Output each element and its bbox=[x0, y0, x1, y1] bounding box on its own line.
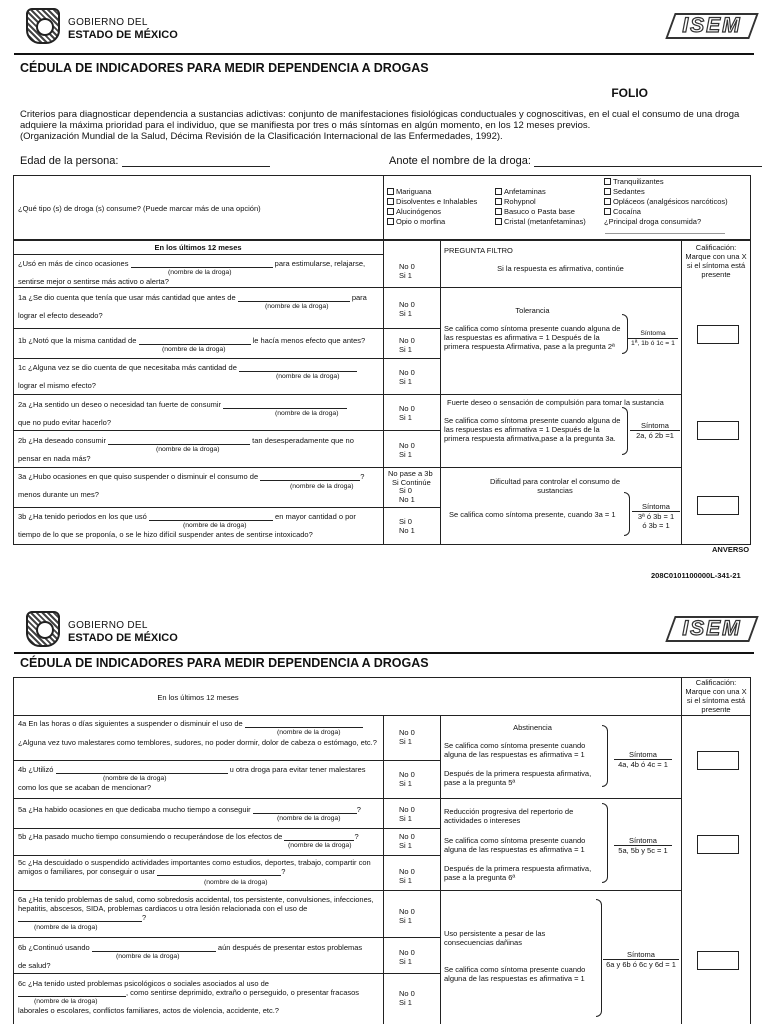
header-rule bbox=[14, 652, 754, 654]
tolerance-title: Tolerancia bbox=[515, 306, 550, 315]
craving-title: Fuerte deseo o sensación de compulsión para tomar la sustancia bbox=[447, 398, 664, 407]
reduction-formula: Síntoma 5a, 5b y 5c = 1 bbox=[614, 836, 672, 855]
age-input-line[interactable] bbox=[122, 156, 270, 167]
persistent-text: Se califica como síntoma presente cuando alguna de las respuestas es afirmativa = 1 bbox=[444, 965, 586, 983]
brace bbox=[624, 492, 630, 536]
page-title: CÉDULA DE INDICADORES PARA MEDIR DEPENDENCIA A DROGAS bbox=[20, 656, 429, 670]
q4b-text: 4b ¿Utilizó u otra droga para evitar tener malestares bbox=[18, 765, 366, 774]
drug-option[interactable]: Rohypnol bbox=[495, 197, 586, 207]
q3a-text: 3a ¿Hubo ocasiones en que quiso suspender o disminuir el consumo de ? bbox=[18, 472, 365, 481]
q2b-text: 2b ¿Ha deseado consumir tan desesperadamente que no bbox=[18, 436, 354, 445]
drug-options-col1 bbox=[387, 187, 477, 227]
craving-text: Se califica como síntoma presente cuando alguna de las respuestas es afirmativa = 1 Después de la primera respuesta afirmativa,pase a la pregunta 3a. bbox=[444, 416, 621, 443]
main-drug-input-line[interactable] bbox=[605, 233, 725, 234]
score-box-control[interactable] bbox=[697, 496, 739, 515]
score-box-reduction[interactable] bbox=[697, 835, 739, 854]
form-code: 208C0101100000L-341-21 bbox=[651, 571, 741, 580]
filter-question-label: PREGUNTA FILTRO bbox=[444, 246, 513, 255]
abstinence-text1: Se califica como síntoma presente cuando alguna de las respuestas es afirmativa = 1 bbox=[444, 741, 586, 759]
answer-options[interactable]: No 0 Si 1 bbox=[399, 770, 415, 788]
persistent-title: Uso persistente a pesar de las consecuencias dañinas bbox=[444, 929, 546, 947]
q6b-text: 6b ¿Continuó usando aún después de presentar estos problemas bbox=[18, 943, 363, 952]
drug-name-input-line[interactable] bbox=[534, 156, 762, 167]
drug-option[interactable]: Cocaína bbox=[604, 207, 728, 217]
anverso-label: ANVERSO bbox=[712, 545, 750, 554]
brace bbox=[602, 803, 608, 883]
gov-line1: GOBIERNO DEL bbox=[68, 17, 148, 28]
q1a-text: 1a ¿Se dio cuenta que tenía que usar más cantidad que antes de para bbox=[18, 293, 367, 302]
gov-line2: ESTADO DE MÉXICO bbox=[68, 29, 178, 41]
q4a-text: 4a En las horas o días siguientes a suspender o disminuir el uso de bbox=[18, 719, 363, 728]
answer-options[interactable]: Si 0 No 1 bbox=[399, 517, 415, 535]
checkbox[interactable] bbox=[604, 178, 611, 185]
answer-options[interactable]: No 0 Si 1 bbox=[399, 867, 415, 885]
answer-options[interactable]: No 0 Si 1 bbox=[399, 404, 415, 422]
q6a-text: 6a ¿Ha tenido problemas de salud, como sobredosis accidental, tos persistente, convulsiones, infecciones, hepatitis, abscesos, SIDA, problemas cardiacos u otra lesión relacionada con el uso de ? bbox=[18, 895, 374, 922]
page-anverso: GOBIERNO DEL ESTADO DE MÉXICO ISEM CÉDULA DE INDICADORES PARA MEDIR DEPENDENCIA A DROGAS FOLIO Criterios para diagnosticar dependencia a sustancias adictivas: conjunto de manifestaciones fisiológicas conductuales y cognoscitivas, en el cual el consumo de una droga adquiere la máxima prioridad para el individuo, que se manifiesta por tres o más síntomas en algún momento, en los 12 meses previos. (Organización Mundial de la Salud, Décima Revisión de la Clasificación Internacional de las Enfermedades, 1992). Edad de la persona: Anote el nombre de la droga: ¿Qué tipo (s) de droga (s) consume? (Puede marcar más de una opción) Mariguana Disolventes e Inhalables Alucinógenos Opio o morfina Anfetaminas Rohypnol Basuco o Pasta base Cristal (metanfetaminas) Tranquilizantes Sedantes Opláceos (analgésicos narcóticos) Cocaína ¿Principal droga consumida? En los últimos 12 meses PREGUNTA FILTRO Si la respuesta es afirmativa, continúe Calificación: Marque con una X si el síntoma está presente ¿Usó en más de cinco ocasiones para estimularse, relajarse, (nombre de la droga) sentirse mejor o sentirse más activo o alerta? No 0 Si 1 1a ¿Se dio cuenta que tenía que usar más cantidad que antes de para (nombre de la droga) lograr el efecto deseado? No 0 Si 1 1b ¿Notó que la misma cantidad de le hacía menos efecto que antes? (nombre de la droga) No 0 Si 1 1c ¿Alguna vez se dio cuenta de que necesitaba más cantidad de (nombre de la droga) lograr el mismo efecto? No 0 Si 1 Tolerancia Se califica como síntoma presente cuando alguna de las respuestas es afirmativa = 1 Después de la primera respuesta Afirmativa, pase a la pregunta 2ª Síntoma 1ª, 1b ó 1c = 1 2a ¿Ha sentido un deseo o necesidad tan fuerte de consumir (nombre de la droga) que no pudo evitar hacerlo? No 0 Si 1 2b ¿Ha deseado consumir tan desesperadamente que no (nombre de la droga) pensar en nada más? No 0 Si 1 Fuerte deseo o sensación de compulsión para tomar la sustancia Se califica como síntoma presente cuando alguna de las respuestas es afirmativa = 1 Después de la primera respuesta afirmativa,pase a la pregunta 3a. Síntoma 2a, ó 2b =1 3a ¿Hubo ocasiones en que quiso suspender o disminuir el consumo de ? (nombre de la droga) menos durante un mes? No pase a 3b Si Continúe Si 0 No 1 3b ¿Ha tenido periodos en los que usó en mayor cantidad o por (nombre de la droga) tiempo de lo que se proponía, o se le hizo difícil suspender antes de sentirse intoxicado? Si 0 No 1 Dificultad para controlar el consumo de sustancias Se califica como síntoma presente, cuando 3a = 1 Síntoma 3ª ó 3b = 1 ó 3b = 1 ANVERSO 208C0101100000L-341-21 bbox=[0, 0, 768, 585]
q5b-text: 5b ¿Ha pasado mucho tiempo consumiendo o recuperándose de los efectos de ? bbox=[18, 832, 359, 841]
coat-of-arms-icon bbox=[26, 8, 60, 44]
reduction-text1: Se califica como síntoma presente cuando alguna de las respuestas es afirmativa = 1 bbox=[444, 836, 586, 854]
criteria-text: Criterios para diagnosticar dependencia a sustancias adictivas: conjunto de manifestaciones fisiológicas conductuales y cognoscitivas, en el cual el consumo de una droga adquiere la máxima prioridad para el individuo, que se manifiesta por tres o más síntomas en algún momento, en los 12 meses previos. (Organización Mundial de la Salud, Décima Revisión de la Clasificación Internacional de las Enfermedades, 1992). bbox=[20, 109, 740, 142]
checkbox[interactable] bbox=[387, 208, 394, 215]
drug-option[interactable]: Tranquilizantes bbox=[604, 177, 728, 187]
checkbox[interactable] bbox=[495, 208, 502, 215]
score-box-abstinence[interactable] bbox=[697, 751, 739, 770]
score-box-tolerance[interactable] bbox=[697, 325, 739, 344]
tolerance-formula: Síntoma 1ª, 1b ó 1c = 1 bbox=[628, 329, 678, 348]
isem-logo: ISEM bbox=[665, 13, 758, 39]
page-title: CÉDULA DE INDICADORES PARA MEDIR DEPENDENCIA A DROGAS bbox=[20, 61, 429, 75]
folio-label: FOLIO bbox=[611, 86, 648, 100]
drug-options-col3 bbox=[604, 177, 728, 227]
answer-options[interactable]: No pase a 3b Si Continúe Si 0 No 1 bbox=[388, 469, 433, 504]
score-box-craving[interactable] bbox=[697, 421, 739, 440]
abstinence-text2: Después de la primera respuesta afirmativa, pase a la pregunta 5ª bbox=[444, 769, 592, 787]
page-reverso: GOBIERNO DEL ESTADO DE MÉXICO ISEM CÉDULA DE INDICADORES PARA MEDIR DEPENDENCIA A DROGAS En los últimos 12 meses Calificación: Marque con una X si el síntoma está presente 4a En las horas o días siguientes a suspender o disminuir el uso de (nombre de la droga) ¿Alguna vez tuvo malestares como temblores, sudores, no poder dormir, dolor de cabeza o estómago, etc.? No 0 Si 1 4b ¿Utilizó u otra droga para evitar tener malestares (nombre de la droga) como los que se acaban de mencionar? No 0 Si 1 Abstinencia Se califica como síntoma presente cuando alguna de las respuestas es afirmativa = 1 Después de la primera respuesta afirmativa, pase a la pregunta 5ª Síntoma 4a, 4b ó 4c = 1 5a ¿Ha habido ocasiones en que dedicaba mucho tiempo a conseguir ? (nombre de la droga) No 0 Si 1 5b ¿Ha pasado mucho tiempo consumiendo o recuperándose de los efectos de ? (nombre de la droga) No 0 Si 1 5c ¿Ha descuidado o suspendido actividades importantes como estudios, deportes, trabajo, compartir con amigos o familiares, por conseguir o usar ? (nombre de la droga) No 0 Si 1 Reducción progresiva del repertorio de actividades o intereses Se califica como síntoma presente cuando alguna de las respuestas es afirmativa = 1 Después de la primera respuesta afirmativa, pase a la pregunta 6ª Síntoma 5a, 5b y 5c = 1 6a ¿Ha tenido problemas de salud, como sobredosis accidental, tos persistente, convulsiones, infecciones, hepatitis, abscesos, SIDA, problemas cardiacos u otra lesión relacionada con el uso de ? (nombre de la droga) No 0 Si 1 6b ¿Continuó usando aún después de presentar estos problemas (nombre de la droga) de salud? No 0 Si 1 6c ¿Ha tenido usted problemas psicológicos o sociales asociados al uso de , como sentirse deprimido, extraño o perseguido, o presentar fracasos (nombre de la droga) laborales o escolares, conflictos familiares, actos de violencia, accidente, etc.? No 0 Si 1 Uso persistente a pesar de las consecuencias dañinas Se califica como síntoma presente cuando alguna de las respuestas es afirmativa = 1 Síntoma 6a y 6b ó 6c y 6d = 1 bbox=[0, 603, 768, 1024]
answer-options[interactable]: No 0 Si 1 bbox=[399, 948, 415, 966]
drug-option[interactable]: Sedantes bbox=[604, 187, 728, 197]
checkbox[interactable] bbox=[604, 208, 611, 215]
gov-line1: GOBIERNO DEL bbox=[68, 620, 148, 631]
main-drug-question: ¿Principal droga consumida? bbox=[604, 217, 702, 226]
calif-header: Calificación: Marque con una X si el síntoma está presente bbox=[685, 678, 747, 714]
abstinence-title: Abstinencia bbox=[513, 723, 552, 732]
last12-header: En los últimos 12 meses bbox=[154, 243, 242, 252]
brace bbox=[602, 725, 608, 787]
drug-option[interactable]: Basuco o Pasta base bbox=[495, 207, 586, 217]
answer-options[interactable]: No 0 Si 1 bbox=[399, 262, 415, 280]
answer-options[interactable]: No 0 Si 1 bbox=[399, 336, 415, 354]
answer-options[interactable]: No 0 Si 1 bbox=[399, 728, 415, 746]
answer-options[interactable]: No 0 Si 1 bbox=[399, 832, 415, 850]
abstinence-formula: Síntoma 4a, 4b ó 4c = 1 bbox=[614, 750, 672, 769]
q2a-text: 2a ¿Ha sentido un deseo o necesidad tan fuerte de consumir bbox=[18, 400, 347, 409]
checkbox[interactable] bbox=[495, 218, 502, 225]
drug-option[interactable]: Alucinógenos bbox=[387, 207, 477, 217]
checkbox[interactable] bbox=[387, 218, 394, 225]
checkbox[interactable] bbox=[604, 198, 611, 205]
answer-options[interactable]: No 0 Si 1 bbox=[399, 907, 415, 925]
drug-options-col2 bbox=[495, 187, 586, 227]
answer-options[interactable]: No 0 Si 1 bbox=[399, 805, 415, 823]
drug-option[interactable]: Anfetaminas bbox=[495, 187, 586, 197]
answer-options[interactable]: No 0 Si 1 bbox=[399, 368, 415, 386]
reduction-text2: Después de la primera respuesta afirmativa, pase a la pregunta 6ª bbox=[444, 864, 592, 882]
tolerance-text: Se califica como síntoma presente cuando alguna de las respuestas es afirmativa = 1 Después de la primera respuesta Afirmativa, pase a la pregunta 2ª bbox=[444, 324, 621, 351]
reduction-title: Reducción progresiva del repertorio de actividades o intereses bbox=[444, 807, 574, 825]
checkbox[interactable] bbox=[495, 188, 502, 195]
drug-name-field[interactable]: Anote el nombre de la droga: bbox=[389, 155, 762, 167]
calif-header: Calificación: Marque con una X si el síntoma está presente bbox=[685, 243, 747, 279]
checkbox[interactable] bbox=[387, 198, 394, 205]
answer-options[interactable]: No 0 Si 1 bbox=[399, 989, 415, 1007]
persistent-formula: Síntoma 6a y 6b ó 6c y 6d = 1 bbox=[603, 950, 679, 969]
answer-options[interactable]: No 0 Si 1 bbox=[399, 441, 415, 459]
q1b-text: 1b ¿Notó que la misma cantidad de le hacía menos efecto que antes? bbox=[18, 336, 366, 345]
drug-option[interactable]: Cristal (metanfetaminas) bbox=[495, 217, 586, 227]
coat-of-arms-icon bbox=[26, 611, 60, 647]
checkbox[interactable] bbox=[387, 188, 394, 195]
last12-header: En los últimos 12 meses bbox=[157, 693, 239, 702]
drug-option[interactable]: Opláceos (analgésicos narcóticos) bbox=[604, 197, 728, 207]
age-field[interactable]: Edad de la persona: bbox=[20, 155, 270, 167]
answer-options[interactable]: No 0 Si 1 bbox=[399, 300, 415, 318]
checkbox[interactable] bbox=[604, 188, 611, 195]
filter-text: Si la respuesta es afirmativa, continúe bbox=[497, 264, 624, 273]
control-text: Se califica como síntoma presente, cuando 3a = 1 bbox=[449, 510, 616, 519]
brace bbox=[622, 407, 628, 455]
drug-option[interactable]: Mariguana bbox=[387, 187, 477, 197]
q5c-text: 5c ¿Ha descuidado o suspendido actividades importantes como estudios, deportes, trabajo, compartir con amigos o familiares, por conseguir o usar ? bbox=[18, 858, 371, 876]
q3b-text: 3b ¿Ha tenido periodos en los que usó en mayor cantidad o por bbox=[18, 512, 356, 521]
checkbox[interactable] bbox=[495, 198, 502, 205]
control-title: Dificultad para controlar el consumo de sustancias bbox=[489, 477, 621, 495]
q6c-text: 6c ¿Ha tenido usted problemas psicológicos o sociales asociados al uso de , como sentirse deprimido, extraño o perseguido, o presentar fracasos bbox=[18, 979, 360, 997]
q5a-text: 5a ¿Ha habido ocasiones en que dedicaba mucho tiempo a conseguir ? bbox=[18, 805, 361, 814]
q1c-text: 1c ¿Alguna vez se dio cuenta de que necesitaba más cantidad de bbox=[18, 363, 357, 372]
q0-text: ¿Usó en más de cinco ocasiones para estimularse, relajarse, bbox=[18, 259, 366, 268]
score-box-persistent[interactable] bbox=[697, 951, 739, 970]
header-rule bbox=[14, 53, 754, 55]
drug-option[interactable]: Disolventes e Inhalables bbox=[387, 197, 477, 207]
brace bbox=[596, 899, 602, 1017]
gov-line2: ESTADO DE MÉXICO bbox=[68, 632, 178, 644]
control-formula: Síntoma 3ª ó 3b = 1 ó 3b = 1 bbox=[632, 502, 680, 530]
drug-type-question: ¿Qué tipo (s) de droga (s) consume? (Puede marcar más de una opción) bbox=[18, 204, 261, 213]
drug-option[interactable]: Opio o morfina bbox=[387, 217, 477, 227]
craving-formula: Síntoma 2a, ó 2b =1 bbox=[630, 421, 680, 440]
isem-logo: ISEM bbox=[665, 616, 758, 642]
